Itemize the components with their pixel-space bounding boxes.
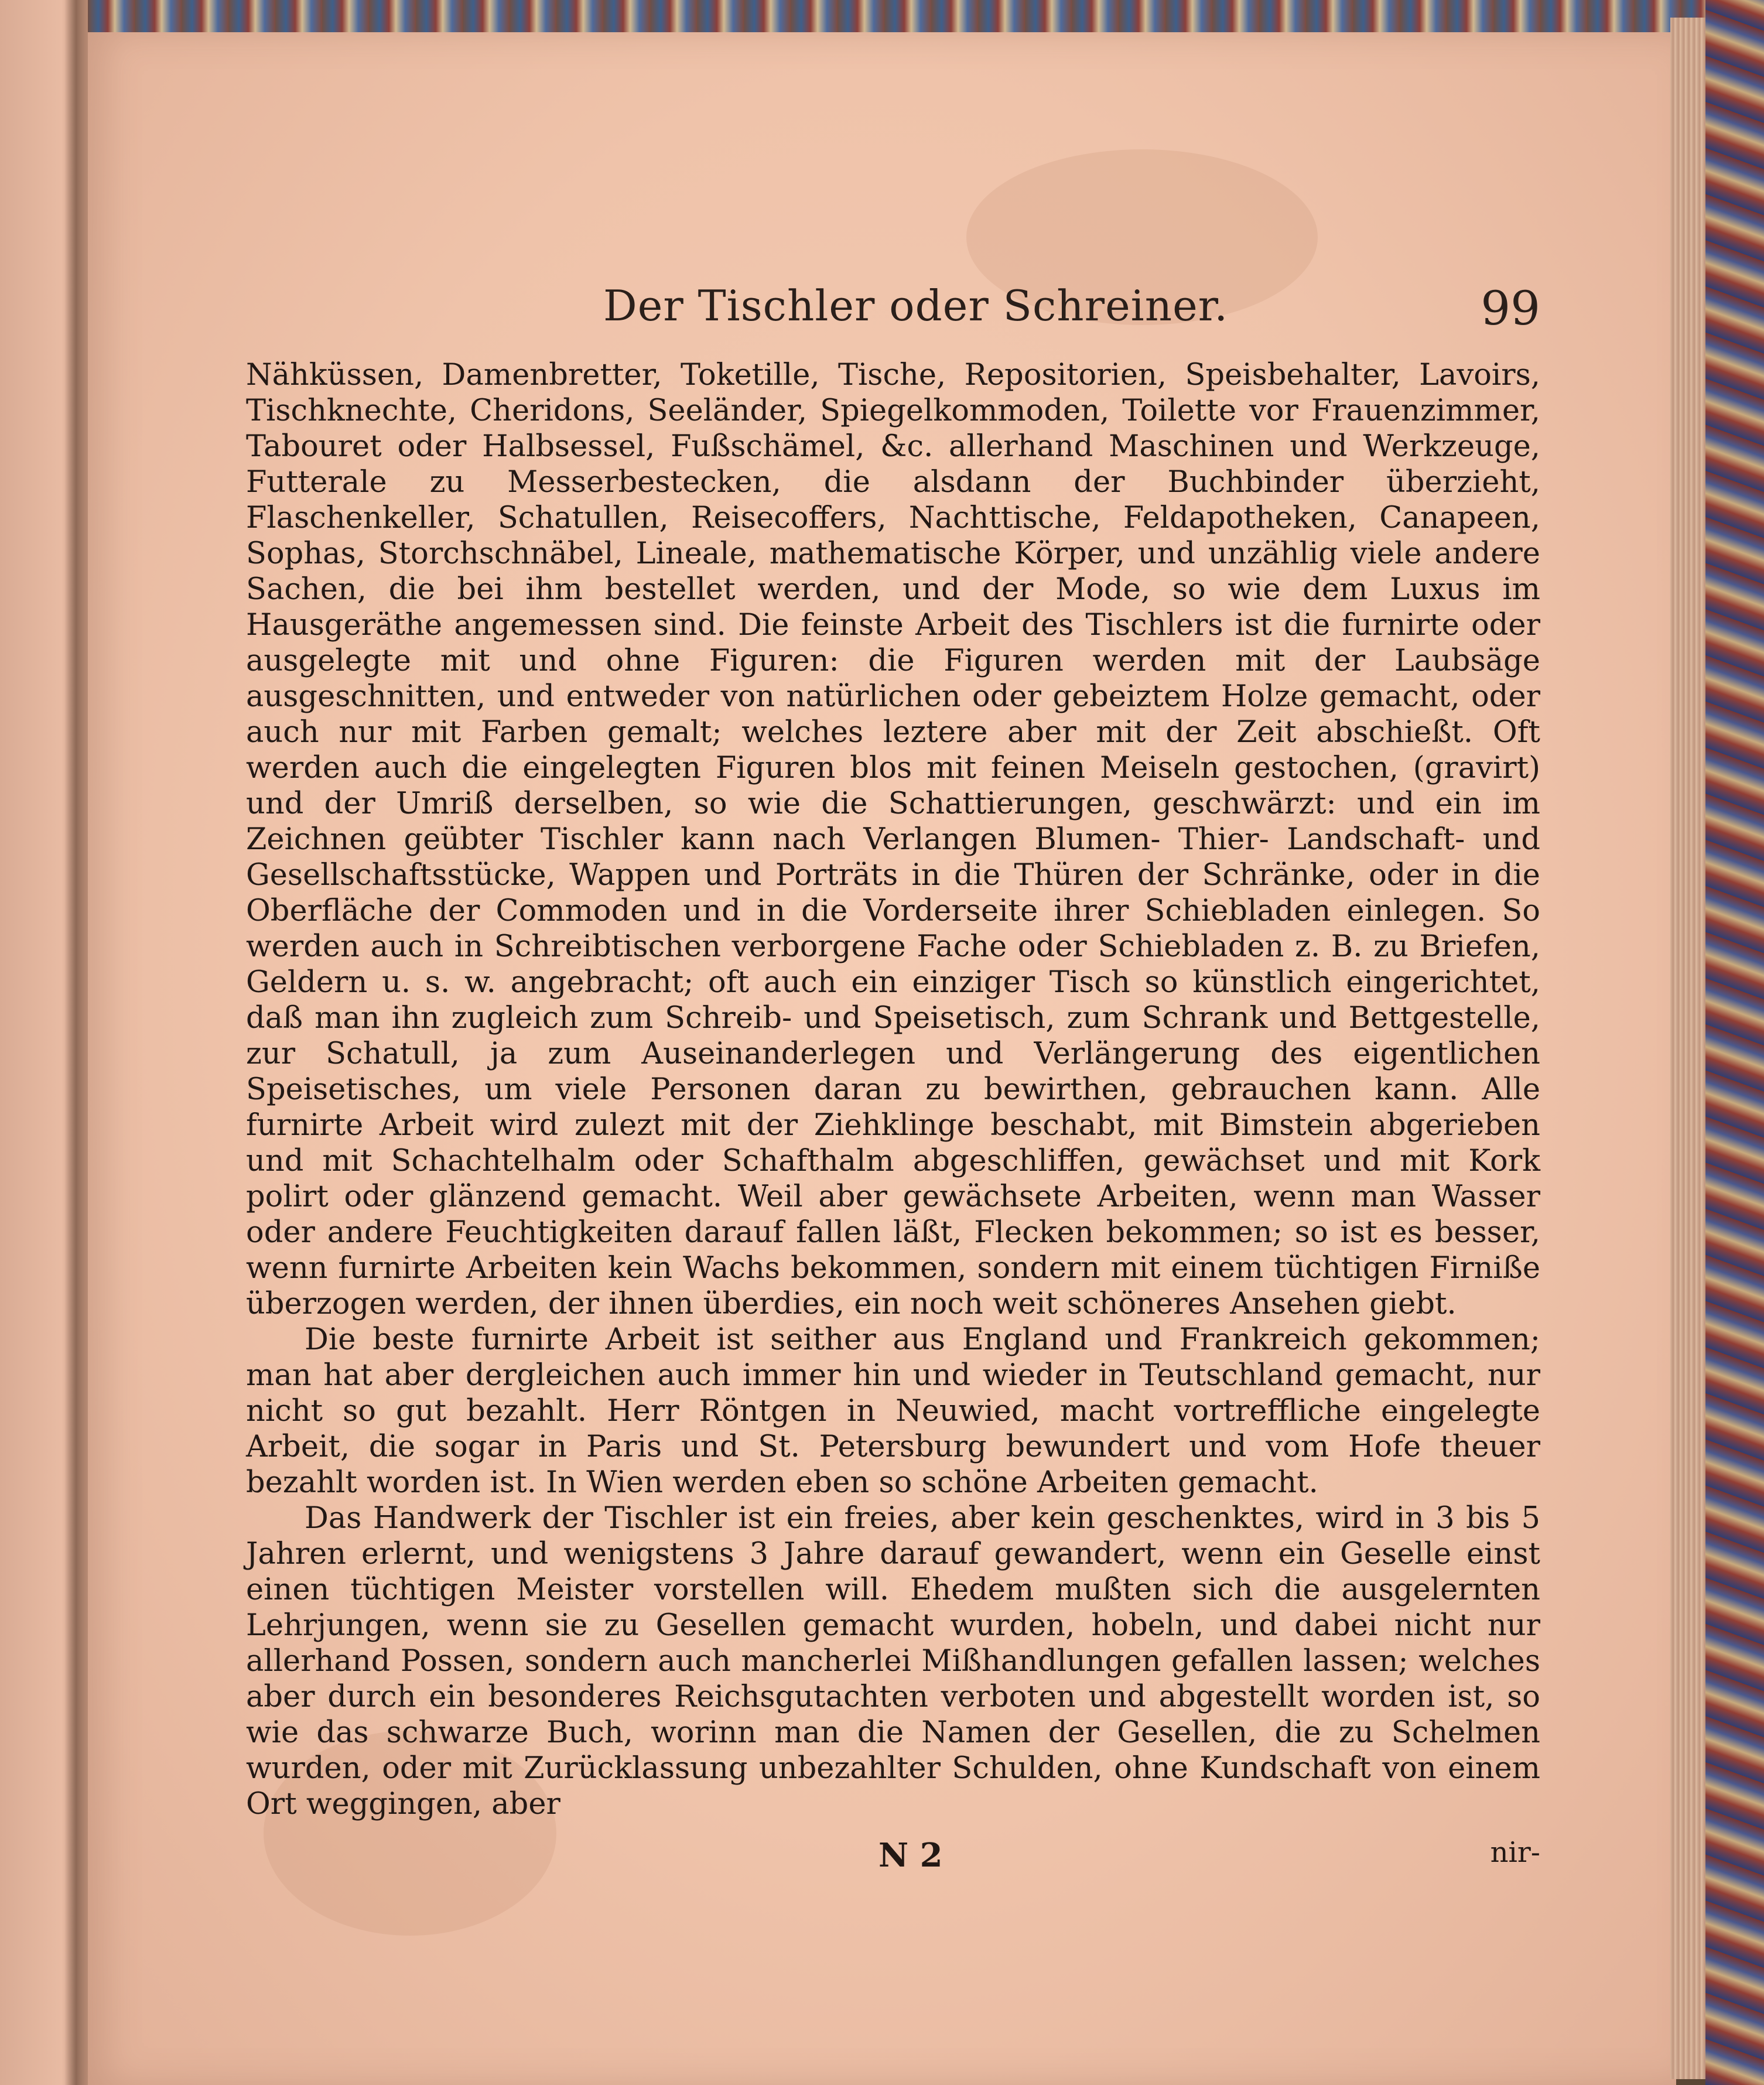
paragraph: Die beste furnirte Arbeit ist seither aus England und Frankreich gekommen; man hat aber dergleichen auch immer hin und wieder in Teutschland gemacht, nur nicht so gut bezahlt. Herr Röntgen in Neuwied, macht vortreffliche eingelegte Arbeit, die sogar in Paris und St. Petersburg bewundert und vom Hofe theuer bezahlt worden ist. In Wien werden eben so schöne Arbeiten gemacht. — [246, 1322, 1540, 1500]
page-header — [603, 281, 1540, 351]
page-number: 99 — [1481, 281, 1540, 336]
marbled-top-edge — [88, 0, 1728, 35]
marbled-fore-edge — [1705, 0, 1764, 2085]
signature-mark: N 2 — [878, 1836, 943, 1875]
running-head: Der Tischler oder Schreiner. — [603, 281, 1229, 330]
body-text — [246, 357, 1540, 1822]
page-footer — [246, 1836, 1540, 1877]
catchword: nir- — [1490, 1836, 1540, 1869]
gutter-shadow — [64, 0, 88, 2085]
paragraph: Das Handwerk der Tischler ist ein freies, aber kein geschenktes, wird in 3 bis 5 Jahren erlernt, und wenigstens 3 Jahre darauf gewandert, wenn ein Geselle einst einen tüchtigen Meister vorstellen will. Ehedem mußten sich die ausgelernten Lehrjungen, wenn sie zu Gesellen gemacht wurden, hobeln, und dabei nicht nur allerhand Possen, sondern auch mancherlei Mißhandlungen gefallen lassen; welches aber durch ein besonderes Reichsgutachten verboten und abgestellt worden ist, so wie das schwarze Buch, worinn man die Namen der Gesellen, die zu Schelmen wurden, oder mit Zurücklassung unbezahlter Schulden, ohne Kundschaft von einem Ort weggingen, aber — [246, 1501, 1540, 1821]
page-stack-edge — [1670, 18, 1705, 2079]
paragraph: Nähküssen, Damenbretter, Toketille, Tische, Repositorien, Speisbehalter, Lavoirs, Tischknechte, Cheridons, Seeländer, Spiegelkommoden, Toilette vor Frauenzimmer, Tabouret oder Halbsessel, Fußschämel, &c. allerhand Maschinen und Werkzeuge, Futterale zu Messerbestecken, die alsdann der Buchbinder überzieht, Flaschenkeller, Schatullen, Reisecoffers, Nachttische, Feldapotheken, Canapeen, Sophas, Storchschnäbel, Lineale, mathematische Körper, und unzählig viele andere Sachen, die bei ihm bestellet werden, und der Mode, so wie dem Luxus im Hausgeräthe angemessen sind. Die feinste Arbeit des Tischlers ist die furnirte oder ausgelegte mit und ohne Figuren: die Figuren werden mit der Laubsäge ausgeschnitten, und entweder von natürlichen oder gebeiztem Holze gemacht, oder auch nur mit Farben gemalt; welches leztere aber mit der Zeit abschießt. Oft werden auch die eingelegten Figuren blos mit feinen Meiseln gestochen, (gravirt) und der Umriß derselben, so wie die Schattierungen, geschwärzt: und ein im Zeichnen geübter Tischler kann nach Verlangen Blumen- Thier- Landschaft- und Gesellschaftsstücke, Wappen und Porträts in die Thüren der Schränke, oder in die Oberfläche der Commoden und in die Vorderseite ihrer Schiebladen einlegen. So werden auch in Schreibtischen verborgene Fache oder Schiebladen z. B. zu Briefen, Geldern u. s. w. angebracht; oft auch ein einziger Tisch so künstlich eingerichtet, daß man ihn zugleich zum Schreib- und Speisetisch, zum Schrank und Bettgestelle, zur Schatull, ja zum Auseinanderlegen und Verlängerung des eigentlichen Speisetisches, um viele Personen daran zu bewirthen, gebrauchen kann. Alle furnirte Arbeit wird zulezt mit der Ziehklinge beschabt, mit Bimstein abgerieben und mit Schachtelhalm oder Schafthalm abgeschliffen, gewächset und mit Kork polirt oder glänzend gemacht. Weil aber gewächsete Arbeiten, wenn man Wasser oder andere Feuchtigkeiten darauf fallen läßt, Flecken bekommen; so ist es besser, wenn furnirte Arbeiten kein Wachs bekommen, sondern mit einem tüchtigen Firniße überzogen werden, der ihnen überdies, ein noch weit schöneres Ansehen giebt. — [246, 358, 1540, 1321]
